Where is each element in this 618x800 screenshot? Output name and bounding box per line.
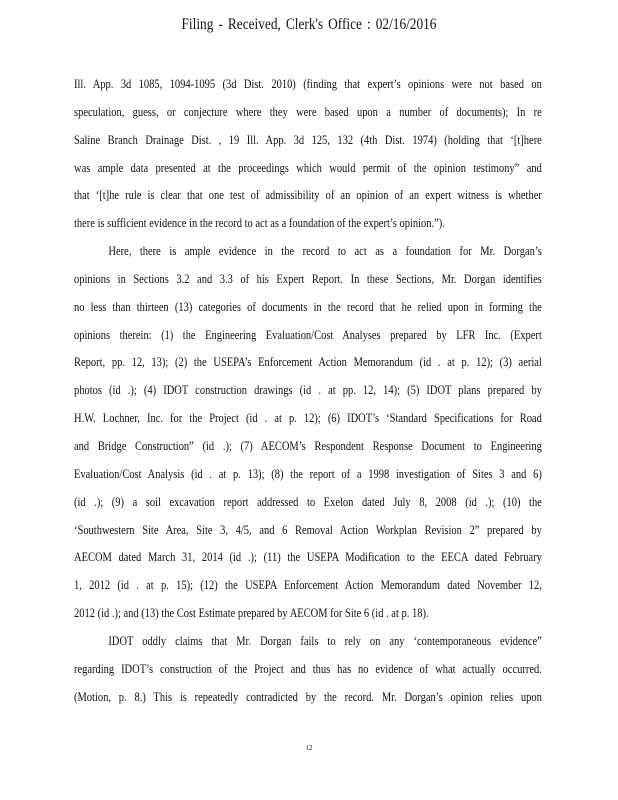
text-line: ‘Southwestern Site Area, Site 3, 4/5, and 6 Removal Action Workplan Revision 2” prepared by (74, 522, 542, 537)
text-line: Ill. App. 3d 1085, 1094-1095 (3d Dist. 2010) (finding that expert’s opinions were not based on (74, 77, 542, 91)
text-line: opinions therein: (1) the Engineering Evaluation/Cost Analyses prepared by LFR Inc. (Expert (74, 327, 542, 342)
text-line: H.W. Lochner, Inc. for the Project (id . at p. 12); (6) IDOT’s ‘Standard Specifications for Road (74, 411, 542, 426)
text-line: 2012 (id .); and (13) the Cost Estimate prepared by AECOM for Site 6 (id . at p. 18). (74, 606, 429, 621)
text-line: AECOM dated March 31, 2014 (id .); (11) the USEPA Modification to the EECA dated February (74, 550, 542, 565)
filing-stamp-header: Filing - Received, Clerk's Office : 02/16/2016 (181, 16, 437, 33)
text-line: that ‘[t]he rule is clear that one test of admissibility of an opinion of an expert witness is whether (74, 188, 542, 203)
text-line: and Bridge Construction” (id .); (7) AECOM’s Respondent Response Document to Engineering (74, 438, 542, 453)
text-line: (Motion, p. 8.) This is repeatedly contradicted by the record. Mr. Dorgan’s opinion relies upon (74, 689, 542, 704)
text-line: opinions in Sections 3.2 and 3.3 of his Expert Report. In these Sections, Mr. Dorgan identifies (74, 271, 542, 286)
text-line: was ample data presented at the proceedings which would permit of the opinion testimony” and (74, 160, 542, 175)
text-line: regarding IDOT’s construction of the Project and thus has no evidence of what actually occurred. (74, 661, 542, 676)
text-line: Evaluation/Cost Analysis (id . at p. 13); (8) the report of a 1998 investigation of Sites 3 and 6) (74, 466, 542, 481)
text-line: no less than thirteen (13) categories of documents in the record that he relied upon in forming the (74, 299, 542, 314)
text-line: Saline Branch Drainage Dist. , 19 Ill. App. 3d 125, 132 (4th Dist. 1974) (holding that ‘[t]here (74, 132, 542, 147)
text-line: speculation, guess, or conjecture where they were based upon a number of documents); In re (74, 104, 542, 119)
text-line: 1, 2012 (id . at p. 15); (12) the USEPA Enforcement Action Memorandum dated November 12, (74, 578, 542, 593)
paragraph-start-line: Here, there is ample evidence in the record to act as a foundation for Mr. Dorgan’s (108, 244, 542, 259)
text-line: (id .); (9) a soil excavation report addressed to Exelon dated July 8, 2008 (id .); (10) the (74, 494, 542, 509)
page-number: 12 (305, 744, 313, 752)
body-text (74, 71, 542, 711)
paragraph-start-line: IDOT oddly claims that Mr. Dorgan fails to rely on any ‘contemporaneous evidence” (108, 633, 542, 648)
text-line: there is sufficient evidence in the record to act as a foundation of the expert’s opinion.”). (74, 216, 445, 231)
text-line: Report, pp. 12, 13); (2) the USEPA’s Enforcement Action Memorandum (id . at p. 12); (3) aerial (74, 355, 542, 370)
text-line: photos (id .); (4) IDOT construction drawings (id . at pp. 12, 14); (5) IDOT plans prepared by (74, 383, 542, 398)
